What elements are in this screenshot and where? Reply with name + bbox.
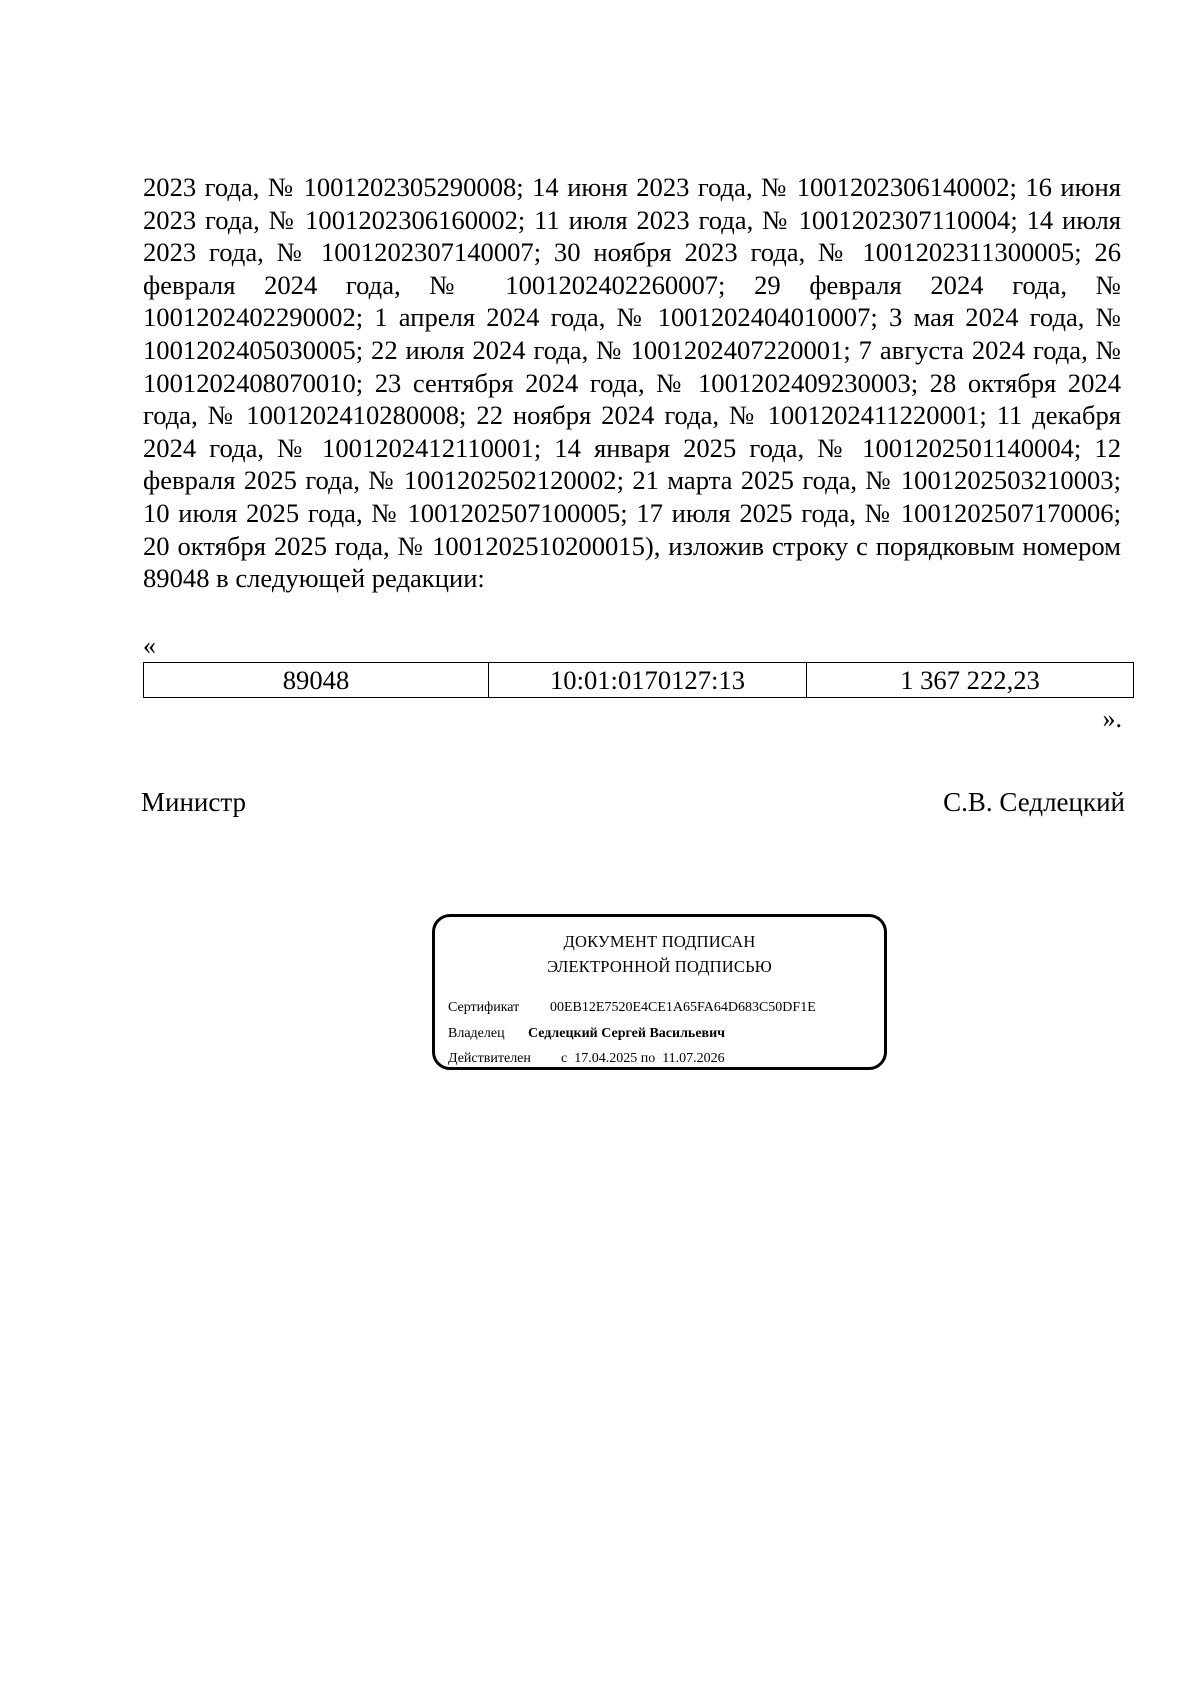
cadastral-value-cell: 1 367 222,23 xyxy=(807,663,1134,698)
certificate-label: Сертификат xyxy=(448,1000,520,1015)
electronic-signature-stamp xyxy=(432,914,887,1070)
body-paragraph: 2023 года, № 1001202305290008; 14 июня 2023 года, № 1001202306140002; 16 июня 2023 года, № 1001202306160002; 11 июля 2023 года, № 1001202307110004; 14 июля 2023 года, № 1001202307140007; 30 ноября 2023 года, № 1001202311300005; 26 февраля 2024 года, № 1001202402260007; 29 февраля 2024 года, № 1001202402290002; 1 апреля 2024 года, № 1001202404010007; 3 мая 2024 года, № 1001202405030005; 22 июля 2024 года, № 1001202407220001; 7 августа 2024 года, № 1001202408070010; 23 сентября 2024 года, № 1001202409230003; 28 октября 2024 года, № 1001202410280008; 22 ноября 2024 года, № 1001202411220001; 11 декабря 2024 года, № 1001202412110001; 14 января 2025 года, № 1001202501140004; 12 февраля 2025 года, № 1001202502120002; 21 марта 2025 года, № 1001202503210003; 10 июля 2025 года, № 1001202507100005; 17 июля 2025 года, № 1001202507170006; 20 октября 2025 года, № 1001202510200015), изложив строку с порядковым номером 89048 в следующей редакции: xyxy=(143,172,1121,594)
stamp-title xyxy=(435,929,884,979)
stamp-validity-row xyxy=(448,1050,725,1068)
closing-quote: ». xyxy=(1102,704,1122,733)
validity-label: Действителен xyxy=(448,1051,531,1066)
signer-name: С.В. Седлецкий xyxy=(943,787,1125,817)
cadastral-number-cell: 10:01:0170127:13 xyxy=(489,663,807,698)
row-number-cell: 89048 xyxy=(144,663,489,698)
opening-quote: « xyxy=(143,631,156,660)
stamp-owner-row xyxy=(448,1025,725,1043)
validity-value: с 17.04.2025 по 11.07.2026 xyxy=(561,1051,725,1066)
stamp-title-line-2: ЭЛЕКТРОННОЙ ПОДПИСЬЮ xyxy=(547,957,772,976)
owner-value: Седлецкий Сергей Васильевич xyxy=(528,1026,726,1041)
amended-row-table xyxy=(143,662,1134,698)
stamp-title-line-1: ДОКУМЕНТ ПОДПИСАН xyxy=(563,932,756,951)
stamp-certificate-row xyxy=(448,999,816,1017)
owner-label: Владелец xyxy=(448,1026,505,1041)
table-row xyxy=(144,663,1134,698)
signer-position: Министр xyxy=(141,787,246,817)
certificate-value: 00EB12E7520E4CE1A65FA64D683C50DF1E xyxy=(550,1000,816,1015)
